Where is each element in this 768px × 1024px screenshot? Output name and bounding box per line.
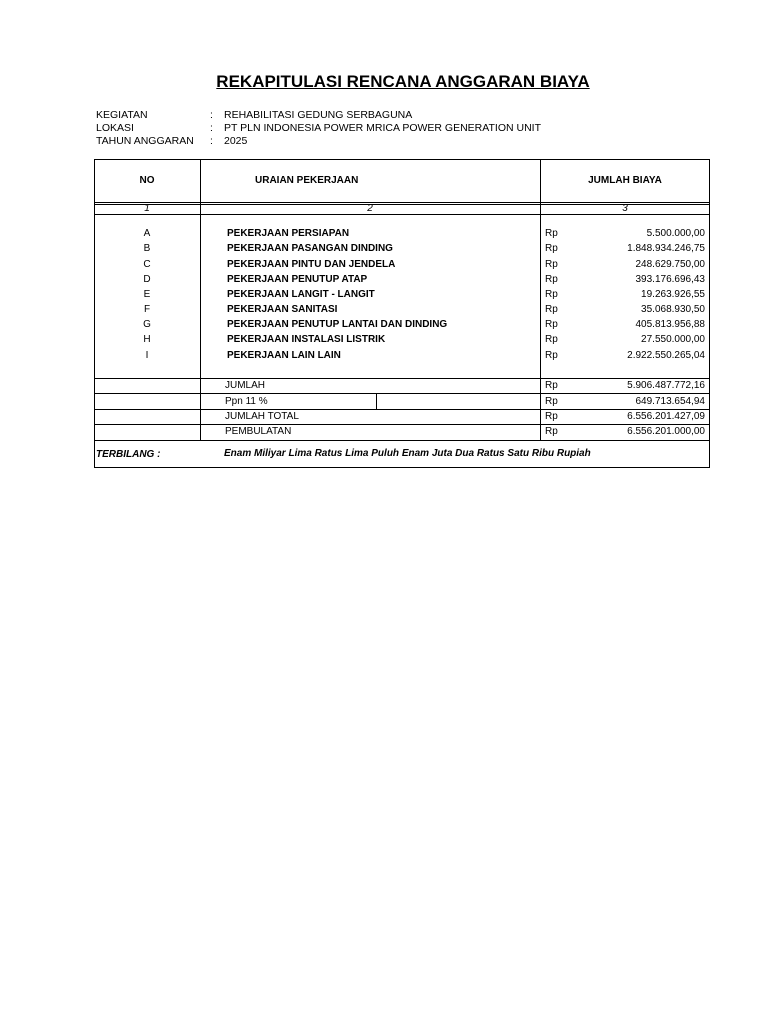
row-amount: 19.263.926,55 [641, 289, 705, 300]
summary-currency: Rp [545, 396, 558, 407]
row-currency: Rp [545, 228, 558, 239]
document-title: REKAPITULASI RENCANA ANGGARAN BIAYA [216, 72, 590, 91]
meta-colon: : [210, 109, 213, 121]
row-currency: Rp [545, 304, 558, 315]
meta-key: TAHUN ANGGARAN [96, 135, 194, 147]
row-amount: 248.629.750,00 [635, 259, 705, 270]
col-number-2: 2 [367, 203, 373, 214]
meta-key: LOKASI [96, 122, 134, 134]
row-amount: 405.813.956,88 [635, 319, 705, 330]
row-name: PEKERJAAN PERSIAPAN [227, 228, 350, 239]
summary-label: Ppn 11 % [225, 396, 268, 407]
row-amount: 1.848.934.246,75 [627, 243, 705, 254]
header-uraian: URAIAN PEKERJAAN [255, 175, 359, 186]
row-code: G [143, 319, 151, 330]
row-name: PEKERJAAN SANITASI [227, 304, 338, 315]
row-amount: 35.068.930,50 [641, 304, 705, 315]
row-name: PEKERJAAN LAIN LAIN [227, 350, 341, 361]
header-jumlah: JUMLAH BIAYA [588, 175, 662, 186]
row-currency: Rp [545, 259, 558, 270]
header-no: NO [139, 175, 155, 186]
summary-currency: Rp [545, 380, 558, 391]
summary-label: JUMLAH [225, 380, 266, 391]
meta-value: PT PLN INDONESIA POWER MRICA POWER GENERATION UNIT [224, 122, 541, 134]
row-code: I [145, 350, 149, 361]
row-amount: 27.550.000,00 [641, 334, 705, 345]
summary-label: JUMLAH TOTAL [225, 411, 299, 422]
row-currency: Rp [545, 289, 558, 300]
row-currency: Rp [545, 334, 558, 345]
col-number-3: 3 [622, 203, 628, 214]
divider-ppn-box [376, 393, 377, 409]
meta-colon: : [210, 122, 213, 134]
summary-amount: 649.713.654,94 [635, 396, 705, 407]
meta-colon: : [210, 135, 213, 147]
row-currency: Rp [545, 350, 558, 361]
row-name: PEKERJAAN PENUTUP LANTAI DAN DINDING [227, 319, 448, 330]
meta-value: 2025 [224, 135, 248, 147]
row-code: E [143, 289, 151, 300]
row-code: D [143, 274, 151, 285]
divider-body [94, 378, 710, 379]
summary-amount: 6.556.201.000,00 [627, 426, 705, 437]
divider-terbilang [94, 440, 710, 441]
row-name: PEKERJAAN PINTU DAN JENDELA [227, 259, 396, 270]
terbilang-label: TERBILANG : [96, 449, 161, 460]
row-code: B [143, 243, 151, 254]
summary-currency: Rp [545, 411, 558, 422]
terbilang-text: Enam Miliyar Lima Ratus Lima Puluh Enam Juta Dua Ratus Satu Ribu Rupiah [224, 448, 591, 459]
row-amount: 5.500.000,00 [646, 228, 705, 239]
row-code: H [143, 334, 151, 345]
divider-colnumbers [94, 214, 710, 215]
row-currency: Rp [545, 274, 558, 285]
summary-currency: Rp [545, 426, 558, 437]
row-code: C [143, 259, 151, 270]
row-name: PEKERJAAN LANGIT - LANGIT [227, 289, 375, 300]
summary-amount: 5.906.487.772,16 [627, 380, 705, 391]
divider-sum-1 [94, 393, 710, 394]
row-currency: Rp [545, 243, 558, 254]
divider-sum-3 [94, 424, 710, 425]
row-code: A [143, 228, 151, 239]
summary-amount: 6.556.201.427,09 [627, 411, 705, 422]
row-amount: 2.922.550.265,04 [627, 350, 705, 361]
row-name: PEKERJAAN INSTALASI LISTRIK [227, 334, 386, 345]
meta-value: REHABILITASI GEDUNG SERBAGUNA [224, 109, 413, 121]
summary-label: PEMBULATAN [225, 426, 292, 437]
meta-key: KEGIATAN [96, 109, 148, 121]
row-name: PEKERJAAN PASANGAN DINDING [227, 243, 393, 254]
row-amount: 393.176.696,43 [635, 274, 705, 285]
col-number-1: 1 [144, 203, 150, 214]
row-code: F [143, 304, 151, 315]
row-name: PEKERJAAN PENUTUP ATAP [227, 274, 368, 285]
divider-sum-2 [94, 409, 710, 410]
row-currency: Rp [545, 319, 558, 330]
